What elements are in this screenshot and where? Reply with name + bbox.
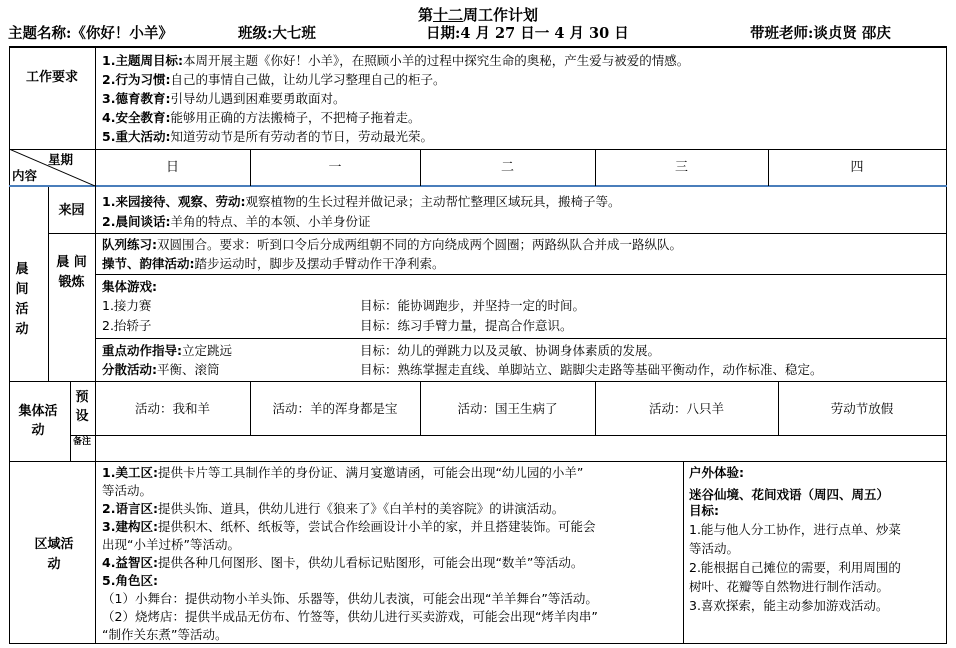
plan-wed: 活动：八只羊	[648, 401, 724, 416]
outdoor-goal-head: 目标:	[689, 503, 719, 518]
group-games-head: 集体游戏:	[102, 279, 157, 294]
day-wed: 三	[674, 160, 688, 175]
day-tue: 二	[500, 160, 514, 175]
key-action: 重点动作指导:立定跳远	[102, 343, 233, 358]
exercise-label-bottom: 锻炼	[58, 275, 85, 290]
plan-label: 预设	[75, 390, 89, 424]
note-label: 备注	[72, 437, 91, 447]
outdoor-sub: 迷谷仙境、花间戏语（周四、周五）	[689, 487, 890, 502]
list-item: 5.重大活动:知道劳动节是所有劳动者的节日，劳动最光荣。	[102, 129, 433, 144]
queue-practice: 队列练习:双圆围合。要求：听到口令后分成两组朝不同的方向绕成两个圆圈；两路纵队合并成一路纵队。	[102, 237, 683, 252]
arrival-line: 2.晨间谈话:羊角的特点、羊的本领、小羊身份证	[102, 214, 371, 229]
list-item: 3.德育教育:引导幼儿遇到困难要勇敢面对。	[102, 91, 346, 106]
area-label: 区域活动	[34, 537, 74, 572]
corner-content: 内容	[12, 168, 38, 183]
corner-weekday: 星期	[48, 152, 74, 167]
plan-sun: 活动：我和羊	[134, 401, 210, 416]
theme-name: 主题名称:《你好！小羊》	[8, 25, 173, 42]
outdoor-goal: 树叶、花瓣等自然物进行制作活动。	[689, 579, 890, 594]
list-item: 2.语言区:提供头饰、道具，供幼儿进行《狼来了》《白羊村的美容院》的讲演活动。	[102, 501, 565, 516]
plan-tue: 活动：国王生病了	[457, 401, 558, 416]
arrival-label: 来园	[58, 203, 85, 218]
game-name: 2.抬轿子	[102, 318, 152, 333]
exercise-label-top: 晨 间	[56, 255, 87, 270]
dispersed-goal: 目标：熟练掌握走直线、单脚站立、踮脚尖走路等基础平衡动作，动作标准、稳定。	[360, 362, 823, 377]
day-thu: 四	[850, 160, 864, 175]
day-mon: 一	[328, 160, 342, 175]
plan-thu: 劳动节放假	[830, 401, 894, 416]
outdoor-goal: 1.能与他人分工协作，进行点单、炒菜	[689, 522, 901, 537]
list-item: 1.美工区:提供卡片等工具制作羊的身份证、满月宴邀请函，可能会出现“幼儿园的小羊”	[102, 465, 584, 480]
list-item: （1）小舞台：提供动物小羊头饰、乐器等，供幼儿表演，可能会出现“羊羊舞台”等活动。	[102, 591, 598, 606]
key-action-goal: 目标：幼儿的弹跳力以及灵敏、协调身体素质的发展。	[360, 343, 661, 358]
list-item: 4.益智区:提供各种几何图形、图卡，供幼儿看标记贴图形，可能会出现“数羊”等活动。	[102, 555, 584, 570]
page-title: 第十二周工作计划	[417, 6, 539, 24]
outdoor-goal: 3.喜欢探索，能主动参加游戏活动。	[689, 598, 889, 613]
game-goal: 目标：练习手臂力量，提高合作意识。	[360, 318, 573, 333]
list-item: 4.安全教育:能够用正确的方法搬椅子，不把椅子拖着走。	[102, 110, 421, 125]
outdoor-goal: 等活动。	[689, 541, 740, 556]
game-name: 1.接力赛	[102, 298, 152, 313]
list-item: “制作关东煮”等活动。	[102, 627, 228, 642]
dispersed-activity: 分散活动:平衡、滚筒	[102, 362, 220, 377]
group-activity-label: 集体活动	[18, 404, 58, 438]
outdoor-goal: 2.能根据自己摊位的需要，利用周围的	[689, 560, 901, 575]
plan-mon: 活动：羊的浑身都是宝	[272, 401, 398, 416]
list-item: 出现“小羊过桥”等活动。	[102, 537, 240, 552]
list-item: 5.角色区:	[102, 573, 158, 588]
rhythm-activity: 操节、韵律活动:踏步运动时，脚步及摆动手臂动作干净利索。	[102, 256, 445, 271]
game-goal: 目标：能协调跑步，并坚持一定的时间。	[360, 298, 586, 313]
class-name: 班级:大七班	[238, 25, 316, 42]
teacher-names: 带班老师:谈贞贤 邵庆	[750, 25, 891, 42]
list-item: 3.建构区:提供积木、纸杯、纸板等，尝试合作绘画设计小羊的家，并且搭建装饰。可能会	[102, 519, 596, 534]
work-req-label: 工作要求	[25, 70, 78, 85]
list-item: （2）烧烤店：提供半成品无仿布、竹签等，供幼儿进行买卖游戏，可能会出现“烤羊肉串”	[102, 609, 598, 624]
list-item: 2.行为习惯:自己的事情自己做，让幼儿学习整理自己的柜子。	[102, 72, 446, 87]
list-item: 1.主题周目标:本周开展主题《你好！小羊》，在照顾小羊的过程中探究生命的奥秘，产生爱与被爱的情感。	[102, 53, 690, 68]
day-sun: 日	[165, 160, 179, 175]
morning-label: 晨间活动	[15, 262, 29, 337]
arrival-line: 1.来园接待、观察、劳动:观察植物的生长过程并做记录；主动帮忙整理区域玩具，搬椅子等。	[102, 194, 621, 209]
list-item: 等活动。	[102, 483, 153, 498]
outdoor-head: 户外体验:	[689, 465, 744, 480]
date-range: 日期:4 月 27 日一 4 月 30 日	[426, 25, 629, 42]
